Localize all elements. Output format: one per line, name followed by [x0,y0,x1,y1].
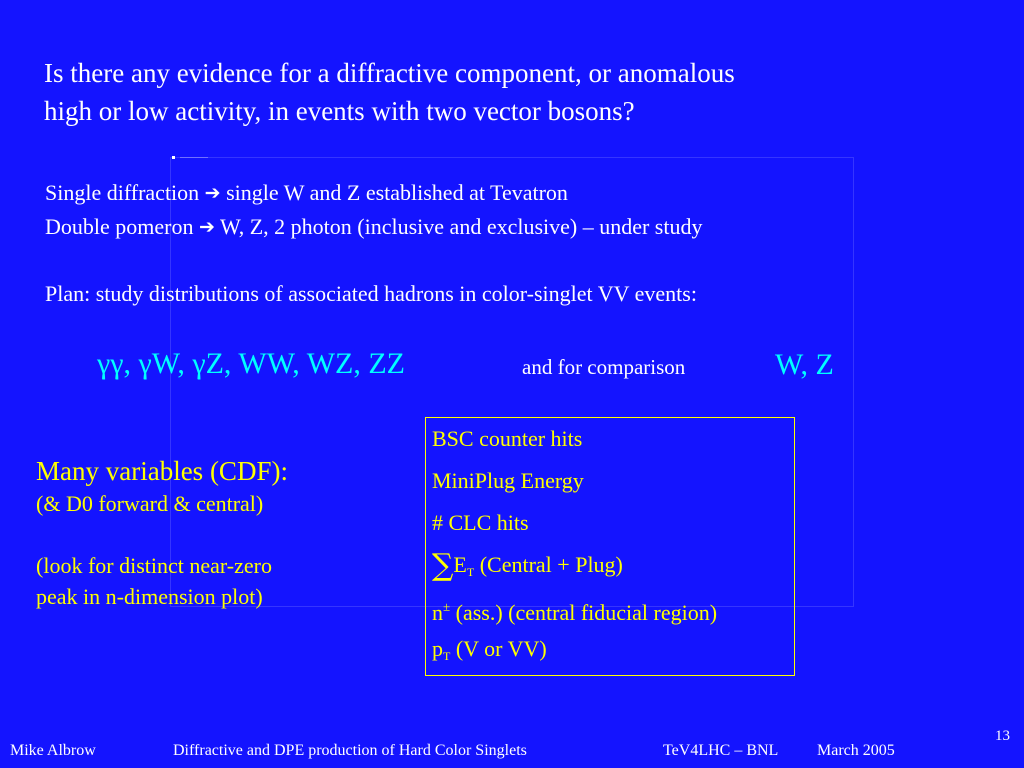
sum-symbol-icon: ∑ [432,548,454,583]
n-description: (ass.) (central fiducial region) [455,600,718,625]
variables-box [425,417,795,676]
diffraction-lines [45,176,703,244]
et-symbol: E [453,552,467,577]
variables-heading: Many variables (CDF): [36,456,288,486]
plan-line: Plan: study distributions of associated hadrons in color-singlet VV events: [45,281,697,306]
comparison-label: and for comparison [522,355,686,379]
variables-subheading: (& D0 forward & central) [36,491,264,516]
et-subscript: T [466,565,475,579]
single-diffraction-prefix: Single diffraction [45,180,200,205]
note-line-2: peak in n-dimension plot) [36,584,263,609]
process-list: γγ, γW, γZ, WW, WZ, ZZ [97,347,405,380]
question-line-2: high or low activity, in events with two vector bosons? [44,96,635,126]
variable-clc-hits: # CLC hits [432,510,529,535]
right-arrow-icon: ➔ [204,182,221,204]
variable-sum-et [432,548,794,590]
slide-question [44,54,735,130]
stray-line [180,157,208,158]
double-pomeron-prefix: Double pomeron [45,214,194,239]
page-number: 13 [995,728,1010,744]
pt-description: (V or VV) [455,636,547,661]
et-description: (Central + Plug) [479,552,623,577]
pt-symbol: p [432,636,443,661]
footer-author: Mike Albrow [10,742,96,759]
n-superscript: ± [443,599,451,614]
double-pomeron-rest: W, Z, 2 photon (inclusive and exclusive) – under study [220,214,703,239]
variables-notes [36,454,288,612]
footer-date: March 2005 [817,742,895,759]
single-diffraction-rest: single W and Z established at Tevatron [226,180,568,205]
comparison-bosons: W, Z [775,348,834,381]
single-diffraction-line [45,176,703,210]
variable-bsc-hits: BSC counter hits [432,426,583,451]
variable-pt [432,632,794,674]
footer-title: Diffractive and DPE production of Hard Color Singlets [173,742,527,759]
n-symbol: n [432,600,443,625]
stray-mark [172,156,175,159]
right-arrow-icon: ➔ [198,216,215,238]
note-line-1: (look for distinct near-zero [36,553,272,578]
variable-miniplug-energy: MiniPlug Energy [432,468,584,493]
pt-subscript: T [443,649,451,663]
question-line-1: Is there any evidence for a diffractive component, or anomalous [44,58,735,88]
variable-charged-multiplicity [432,590,794,632]
double-pomeron-line [45,210,703,244]
footer-venue: TeV4LHC – BNL [663,742,779,759]
